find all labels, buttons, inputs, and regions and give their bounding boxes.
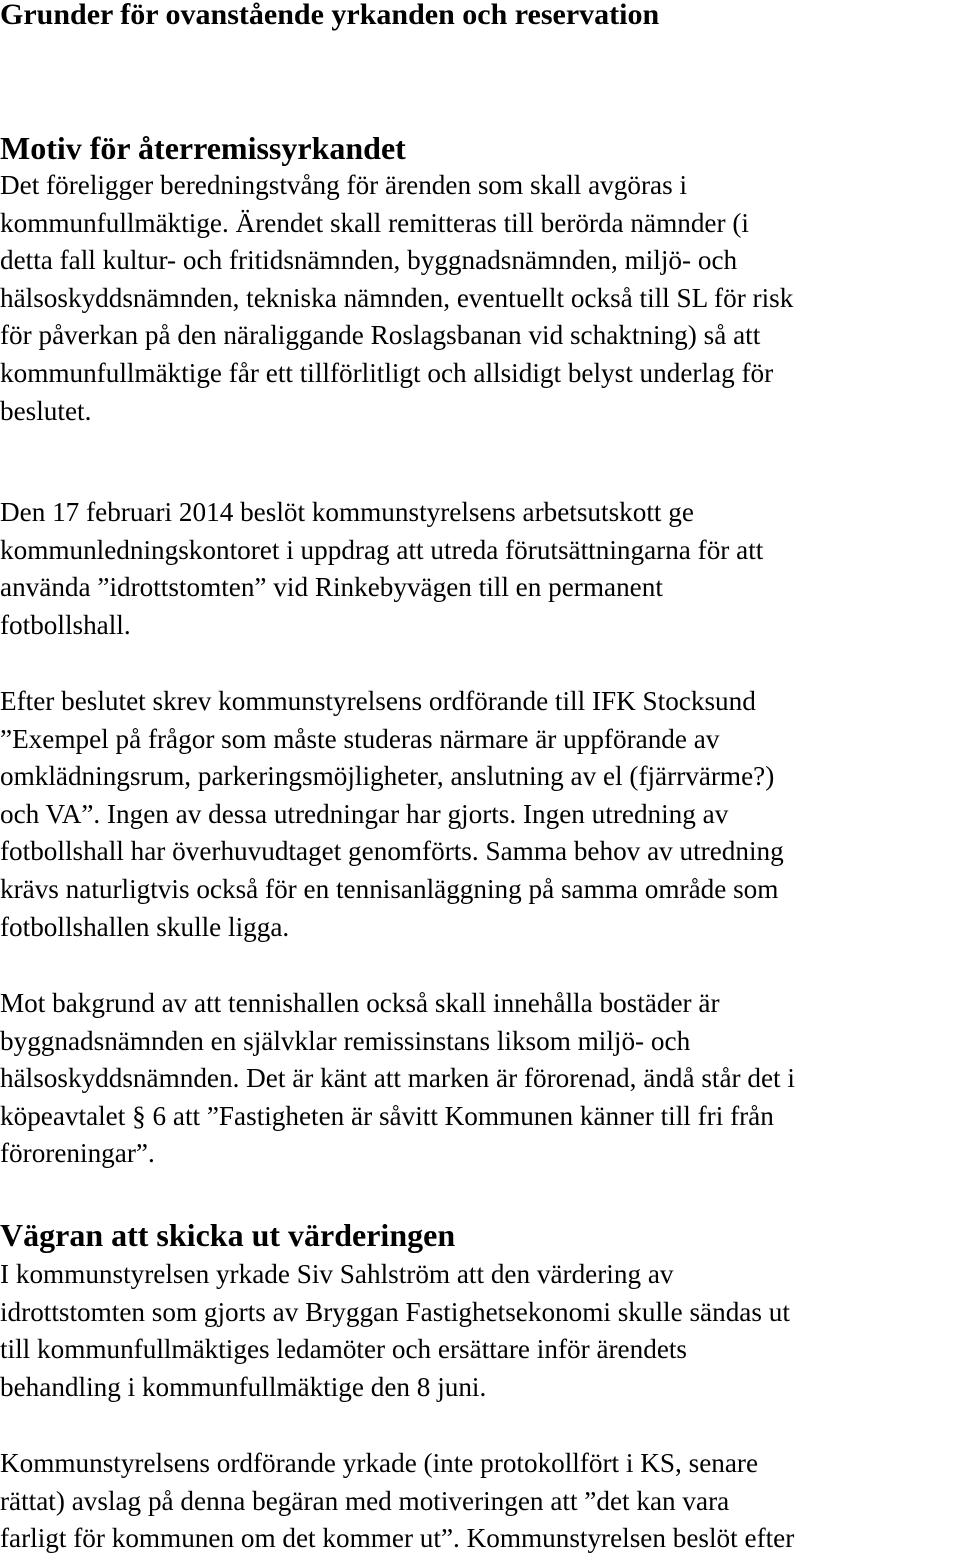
paragraph-arbetsutskott bbox=[0, 494, 960, 644]
text-line: hälsoskyddsnämnden. Det är känt att marken är förorenad, ändå står det i bbox=[0, 1063, 795, 1094]
text-line: föroreningar”. bbox=[0, 1138, 155, 1169]
text-line: kommunfullmäktige. Ärendet skall remitteras till berörda nämnder (i bbox=[0, 207, 749, 238]
text-line: fotbollshallen skulle ligga. bbox=[0, 911, 290, 942]
text-line: rättat) avslag på denna begäran med motiveringen att ”det kan vara bbox=[0, 1485, 730, 1516]
text-line: Det föreligger beredningstvång för ärenden som skall avgöras i bbox=[0, 170, 688, 200]
text-line: ”Exempel på frågor som måste studeras närmare är uppförande av bbox=[0, 723, 720, 754]
text-line: beslutet. bbox=[0, 395, 92, 426]
text-line: omklädningsrum, parkeringsmöjligheter, anslutning av el (fjärrvärme?) bbox=[0, 761, 775, 792]
text-line: krävs naturligtvis också för en tennisanläggning på samma område som bbox=[0, 873, 779, 904]
text-line: farligt för kommunen om det kommer ut”. Kommunstyrelsen beslöt efter bbox=[0, 1523, 795, 1554]
text-line: fotbollshall har överhuvudtaget genomförts. Samma behov av utredning bbox=[0, 836, 784, 867]
text-line: Mot bakgrund av att tennishallen också skall innehålla bostäder är bbox=[0, 988, 720, 1018]
text-line: Kommunstyrelsens ordförande yrkade (inte protokollfört i KS, senare bbox=[0, 1448, 759, 1478]
text-line: I kommunstyrelsen yrkade Siv Sahlström att den värdering av bbox=[0, 1259, 674, 1289]
section-heading-vagran: Vägran att skicka ut värderingen bbox=[0, 1217, 456, 1253]
text-line: och VA”. Ingen av dessa utredningar har gjorts. Ingen utredning av bbox=[0, 798, 729, 829]
text-line: använda ”idrottstomten” vid Rinkebyvägen till en permanent bbox=[0, 572, 663, 603]
text-line: Efter beslutet skrev kommunstyrelsens ordförande till IFK Stocksund bbox=[0, 686, 756, 716]
text-line: byggnadsnämnden en självklar remissinstans liksom miljö- och bbox=[0, 1025, 691, 1056]
text-line: kommunledningskontoret i uppdrag att utreda förutsättningarna för att bbox=[0, 534, 764, 565]
paragraph-ifk-stocksund bbox=[0, 683, 960, 946]
text-line: köpeavtalet § 6 att ”Fastigheten är såvitt Kommunen känner till fri från bbox=[0, 1100, 774, 1131]
paragraph-tennishallen bbox=[0, 985, 960, 1173]
text-line: fotbollshall. bbox=[0, 609, 131, 640]
text-line: detta fall kultur- och fritidsnämnden, byggnadsnämnden, miljö- och bbox=[0, 245, 738, 276]
text-line: behandling i kommunfullmäktige den 8 juni. bbox=[0, 1371, 487, 1402]
section-heading-motiv: Motiv för återremissyrkandet bbox=[0, 130, 406, 166]
text-line: för påverkan på den näraliggande Roslagsbanan vid schaktning) så att bbox=[0, 320, 761, 351]
paragraph-siv-sahlstrom bbox=[0, 1256, 960, 1406]
text-line: Den 17 februari 2014 beslöt kommunstyrelsens arbetsutskott ge bbox=[0, 497, 694, 527]
document-title: Grunder för ovanstående yrkanden och reservation bbox=[0, 0, 660, 31]
text-line: till kommunfullmäktiges ledamöter och ersättare inför ärendets bbox=[0, 1334, 688, 1365]
text-line: idrottstomten som gjorts av Bryggan Fastighetsekonomi skulle sändas ut bbox=[0, 1296, 790, 1327]
paragraph-avslag bbox=[0, 1445, 960, 1558]
text-line: hälsoskyddsnämnden, tekniska nämnden, eventuellt också till SL för risk bbox=[0, 282, 794, 313]
text-line: kommunfullmäktige får ett tillförlitligt och allsidigt belyst underlag för bbox=[0, 357, 774, 388]
paragraph-beredningstvang bbox=[0, 167, 960, 430]
